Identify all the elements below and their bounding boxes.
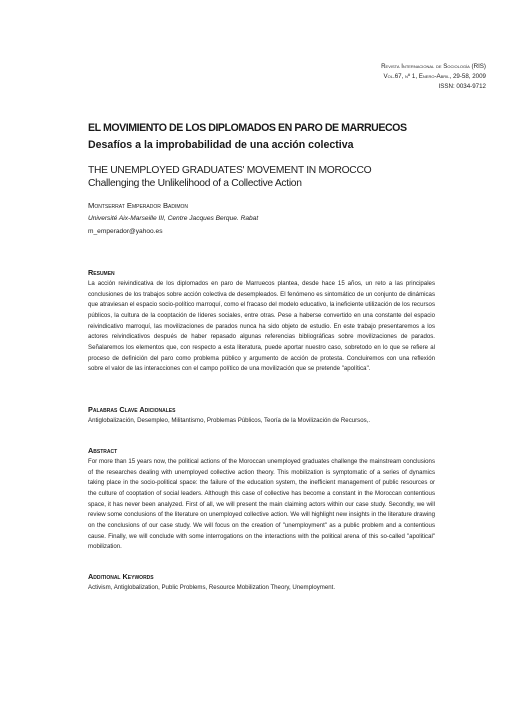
author-email: m_emperador@yahoo.es (88, 228, 163, 235)
resumen-heading: Resumen (88, 268, 115, 277)
article-subtitle-es: Desafíos a la improbabilidad de una acción colectiva (88, 139, 354, 151)
abstract-heading: Abstract (88, 446, 118, 455)
journal-header (381, 62, 486, 93)
journal-volume: Vol.67, nº 1, Enero-Abril, 29-58, 2009 (383, 73, 486, 81)
keywords-heading: Additional Keywords (88, 572, 154, 581)
author-affiliation: Université Aix-Marseille III, Centre Jacques Berque. Rabat (88, 215, 259, 222)
author-name: Montserrat Emperador Badimon (88, 201, 189, 210)
article-title-en: THE UNEMPLOYED GRADUATES' MOVEMENT IN MOROCCO (88, 165, 372, 176)
palabras-clave-text: Antiglobalización, Desempleo, Militantismo, Problemas Públicos, Teoría de la Movilización de Recursos,. (88, 417, 371, 424)
keywords-text: Activism, Antiglobalization, Public Problems, Resource Mobilization Theory, Unemployment. (88, 584, 336, 591)
article-subtitle-en: Challenging the Unlikelihood of a Collective Action (88, 178, 302, 189)
palabras-clave-heading: Palabras Clave Adicionales (88, 405, 176, 414)
resumen-text: La acción reivindicativa de los diplomados en paro de Marruecos plantea, desde hace 15 años, un reto a las principales conclusiones de los trabajos sobre acción colectiva de desempleados. El fenómeno es sintomático de un conjunto de dinámicas que atraviesan el espacio socio-político marroquí, como el fracaso del modelo educativo, la ineficiente utilización de los recursos públicos, la cultura de la cooptación de líderes sociales, entre otras. Pese a haberse convertido en una constante del espacio reivindicativo marroquí, las movilizaciones de parados nunca ha sido objeto de estudio. En este trabajo presentaremos a los actores reivindicativos después de haber repasado algunas referencias bibliográficas sobre movilizaciones de parados. Señalaremos los elementos que, con respecto a esta literatura, puede aportar nuestro caso, sobretodo en lo que se refiere al proceso de definición del paro como problema público y argumento de acción de protesta. Concluiremos con una reflexión sobre el valor de las interacciones con el campo político de una movilización que se pretende "apolítica". (88, 280, 435, 373)
journal-issn: ISSN: 0034-9712 (438, 83, 486, 91)
abstract-text: For more than 15 years now, the political actions of the Moroccan unemployed graduates challenge the mainstream conclusions of the researches dealing with unemployed collective action theory. This mobilization is symptomatic of a series of dynamics taking place in the socio-political space: the failure of the education system, the inefficient management of public resources or the culture of cooptation of social leaders. Although this case of collective has become a constant in the Moroccan contentious space, it has never been analyzed. First of all, we will present the main claiming actors within our case study. Secondly, we will review some conclusions of the literature on unemployed collective action. We will highlight new insights in the literature drawing on the conclusions of our case study. We will focus on the creation of "unemployment" as a public problem and a contentious cause. Finally, we will conclude with some interrogations on the interactions with the political arena of this so-called "apolitical" mobilization. (88, 458, 435, 551)
journal-name: Revista Internacional de Sociología (RIS) (381, 63, 486, 70)
article-title-es: EL MOVIMIENTO DE LOS DIPLOMADOS EN PARO DE MARRUECOS (88, 122, 407, 134)
